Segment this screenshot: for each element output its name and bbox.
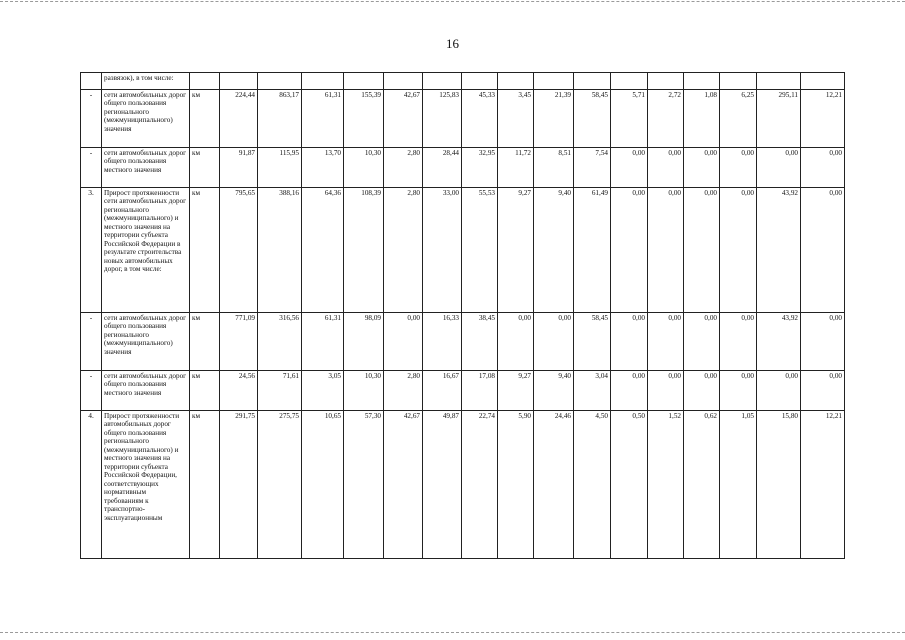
- value-cell: 155,39: [344, 90, 384, 148]
- value-cell: 42,67: [384, 90, 423, 148]
- value-cell: 1,05: [720, 411, 757, 559]
- row-number: 4.: [81, 411, 102, 559]
- value-cell: 0,00: [684, 148, 720, 188]
- value-cell: 0,00: [720, 313, 757, 371]
- value-cell: 9,27: [498, 188, 534, 313]
- value-cell: 3,05: [302, 371, 344, 411]
- value-cell: 4,50: [574, 411, 611, 559]
- value-cell: 55,53: [462, 188, 498, 313]
- table-row: [81, 73, 845, 90]
- value-cell: [498, 73, 534, 90]
- value-cell: 108,39: [344, 188, 384, 313]
- value-cell: 2,72: [648, 90, 684, 148]
- table-row: [81, 411, 845, 559]
- row-description: сети автомобильных дорог общего пользования местного значения: [102, 371, 190, 411]
- value-cell: [462, 73, 498, 90]
- row-unit: км: [190, 371, 220, 411]
- value-cell: 291,75: [220, 411, 258, 559]
- value-cell: 0,00: [611, 148, 648, 188]
- value-cell: [423, 73, 462, 90]
- value-cell: 61,31: [302, 90, 344, 148]
- value-cell: [574, 73, 611, 90]
- value-cell: 11,72: [498, 148, 534, 188]
- value-cell: 2,80: [384, 188, 423, 313]
- value-cell: [611, 73, 648, 90]
- table-row: [81, 90, 845, 148]
- value-cell: 49,87: [423, 411, 462, 559]
- scan-bottom-edge: [0, 632, 905, 633]
- value-cell: 43,92: [757, 313, 801, 371]
- row-description: сети автомобильных дорог общего пользования регионального (межмуниципального) значения: [102, 90, 190, 148]
- value-cell: 2,80: [384, 371, 423, 411]
- row-number: -: [81, 90, 102, 148]
- value-cell: 0,00: [720, 371, 757, 411]
- value-cell: 22,74: [462, 411, 498, 559]
- value-cell: [684, 73, 720, 90]
- value-cell: 57,30: [344, 411, 384, 559]
- value-cell: 0,00: [684, 313, 720, 371]
- value-cell: 275,75: [258, 411, 302, 559]
- value-cell: [344, 73, 384, 90]
- value-cell: [384, 73, 423, 90]
- value-cell: 61,31: [302, 313, 344, 371]
- value-cell: 0,00: [498, 313, 534, 371]
- row-description: сети автомобильных дорог общего пользования регионального (межмуниципального) значения: [102, 313, 190, 371]
- value-cell: 91,87: [220, 148, 258, 188]
- row-unit: [190, 73, 220, 90]
- value-cell: 42,67: [384, 411, 423, 559]
- road-length-table: [80, 72, 845, 559]
- value-cell: 0,00: [648, 371, 684, 411]
- value-cell: 863,17: [258, 90, 302, 148]
- value-cell: 0,00: [801, 188, 845, 313]
- value-cell: 17,08: [462, 371, 498, 411]
- row-number: [81, 73, 102, 90]
- row-number: 3.: [81, 188, 102, 313]
- row-description: Прирост протяженности автомобильных дорог общего пользования регионального (межмуниципального) и местного значения на территории субъекта Российской Федерации, соответствующих нормативным требованиям к транспортно-эксплуатационным: [102, 411, 190, 559]
- value-cell: 0,00: [684, 371, 720, 411]
- value-cell: 0,00: [648, 188, 684, 313]
- value-cell: 3,04: [574, 371, 611, 411]
- value-cell: 6,25: [720, 90, 757, 148]
- table-row: [81, 313, 845, 371]
- value-cell: 1,08: [684, 90, 720, 148]
- value-cell: 0,00: [757, 371, 801, 411]
- value-cell: 295,11: [757, 90, 801, 148]
- table-row: [81, 148, 845, 188]
- value-cell: 2,80: [384, 148, 423, 188]
- row-number: -: [81, 313, 102, 371]
- row-number: -: [81, 148, 102, 188]
- row-description: развязок), в том числе:: [102, 73, 190, 90]
- value-cell: 43,92: [757, 188, 801, 313]
- value-cell: 115,95: [258, 148, 302, 188]
- value-cell: 0,00: [611, 371, 648, 411]
- table-row: [81, 371, 845, 411]
- value-cell: 10,65: [302, 411, 344, 559]
- value-cell: 16,33: [423, 313, 462, 371]
- value-cell: 5,71: [611, 90, 648, 148]
- value-cell: 9,27: [498, 371, 534, 411]
- value-cell: 771,09: [220, 313, 258, 371]
- row-description: Прирост протяженности сети автомобильных дорог регионального (межмуниципального) и местного значения на территории субъекта Российской Федерации в результате строительства новых автомобильных дорог, в том числе:: [102, 188, 190, 313]
- value-cell: 13,70: [302, 148, 344, 188]
- value-cell: 0,00: [384, 313, 423, 371]
- value-cell: 5,90: [498, 411, 534, 559]
- value-cell: 12,21: [801, 411, 845, 559]
- value-cell: 98,09: [344, 313, 384, 371]
- value-cell: 0,00: [720, 148, 757, 188]
- value-cell: 316,56: [258, 313, 302, 371]
- value-cell: 0,00: [611, 188, 648, 313]
- value-cell: 3,45: [498, 90, 534, 148]
- value-cell: 15,80: [757, 411, 801, 559]
- value-cell: 0,00: [534, 313, 574, 371]
- value-cell: 33,00: [423, 188, 462, 313]
- value-cell: 0,00: [684, 188, 720, 313]
- value-cell: 125,83: [423, 90, 462, 148]
- page-number: 16: [446, 36, 459, 51]
- value-cell: 0,00: [648, 148, 684, 188]
- value-cell: 9,40: [534, 188, 574, 313]
- value-cell: 7,54: [574, 148, 611, 188]
- value-cell: 224,44: [220, 90, 258, 148]
- table-row: [81, 188, 845, 313]
- value-cell: 16,67: [423, 371, 462, 411]
- value-cell: 0,62: [684, 411, 720, 559]
- value-cell: [648, 73, 684, 90]
- value-cell: [220, 73, 258, 90]
- value-cell: 0,00: [648, 313, 684, 371]
- row-unit: км: [190, 313, 220, 371]
- value-cell: [534, 73, 574, 90]
- value-cell: 24,46: [534, 411, 574, 559]
- value-cell: 58,45: [574, 90, 611, 148]
- value-cell: 21,39: [534, 90, 574, 148]
- value-cell: 0,00: [757, 148, 801, 188]
- value-cell: 0,00: [801, 313, 845, 371]
- row-unit: км: [190, 411, 220, 559]
- value-cell: 0,00: [801, 371, 845, 411]
- value-cell: 0,00: [611, 313, 648, 371]
- value-cell: 0,00: [720, 188, 757, 313]
- row-unit: км: [190, 148, 220, 188]
- row-unit: км: [190, 188, 220, 313]
- value-cell: 10,30: [344, 148, 384, 188]
- value-cell: 45,33: [462, 90, 498, 148]
- row-unit: км: [190, 90, 220, 148]
- value-cell: [720, 73, 757, 90]
- value-cell: 9,40: [534, 371, 574, 411]
- value-cell: 388,16: [258, 188, 302, 313]
- value-cell: 61,49: [574, 188, 611, 313]
- value-cell: 64,36: [302, 188, 344, 313]
- value-cell: 8,51: [534, 148, 574, 188]
- row-description: сети автомобильных дорог общего пользования местного значения: [102, 148, 190, 188]
- value-cell: 32,95: [462, 148, 498, 188]
- value-cell: [302, 73, 344, 90]
- value-cell: 38,45: [462, 313, 498, 371]
- value-cell: 58,45: [574, 313, 611, 371]
- value-cell: 28,44: [423, 148, 462, 188]
- row-number: -: [81, 371, 102, 411]
- value-cell: 0,50: [611, 411, 648, 559]
- value-cell: [757, 73, 801, 90]
- value-cell: 24,56: [220, 371, 258, 411]
- scan-top-edge: [0, 1, 905, 2]
- value-cell: 795,65: [220, 188, 258, 313]
- value-cell: 71,61: [258, 371, 302, 411]
- value-cell: 0,00: [801, 148, 845, 188]
- value-cell: 12,21: [801, 90, 845, 148]
- value-cell: 10,30: [344, 371, 384, 411]
- value-cell: [801, 73, 845, 90]
- value-cell: [258, 73, 302, 90]
- value-cell: 1,52: [648, 411, 684, 559]
